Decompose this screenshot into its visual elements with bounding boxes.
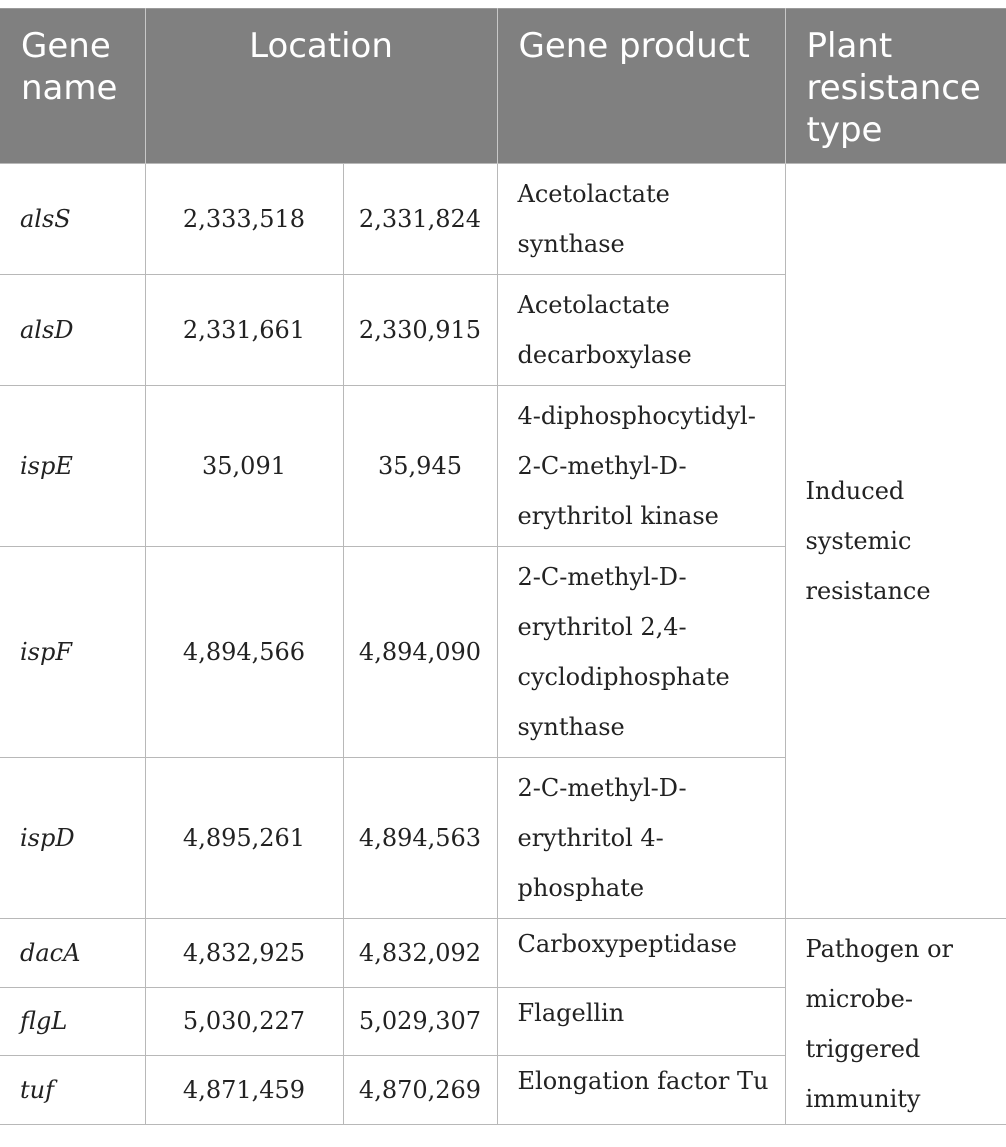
location-end-cell: 4,894,090 [343,547,497,758]
resistance-type-cell: Pathogen or microbe-triggered immunity [785,919,1006,1125]
gene-product-cell: 4-diphosphocytidyl-2-C-methyl-D-erythritol kinase [497,386,785,547]
header-resistance-type: Plant resistance type [785,9,1006,164]
location-end-cell: 4,832,092 [343,919,497,988]
gene-name-cell: ispD [0,758,145,919]
table-row [0,919,1006,988]
resistance-type-cell: Induced systemic resistance [785,164,1006,919]
location-start-cell: 4,871,459 [145,1056,343,1125]
gene-table [0,8,1006,1125]
gene-product-cell: Carboxypeptidase [497,919,785,988]
location-end-cell: 2,331,824 [343,164,497,275]
gene-name-cell: alsD [0,275,145,386]
location-start-cell: 2,333,518 [145,164,343,275]
location-start-cell: 5,030,227 [145,987,343,1056]
table-row [0,164,1006,275]
location-end-cell: 5,029,307 [343,987,497,1056]
gene-name-cell: flgL [0,987,145,1056]
gene-name-cell: ispE [0,386,145,547]
location-start-cell: 4,894,566 [145,547,343,758]
header-location: Location [145,9,497,164]
gene-product-cell: Acetolactate decarboxylase [497,275,785,386]
gene-name-cell: tuf [0,1056,145,1125]
gene-product-cell: Acetolactate synthase [497,164,785,275]
location-end-cell: 35,945 [343,386,497,547]
gene-product-cell: 2-C-methyl-D-erythritol 4-phosphate [497,758,785,919]
gene-name-cell: ispF [0,547,145,758]
location-end-cell: 4,894,563 [343,758,497,919]
header-gene-name: Gene name [0,9,145,164]
gene-name-cell: alsS [0,164,145,275]
location-start-cell: 4,832,925 [145,919,343,988]
header-gene-product: Gene product [497,9,785,164]
location-start-cell: 2,331,661 [145,275,343,386]
gene-product-cell: Elongation factor Tu [497,1056,785,1125]
location-end-cell: 4,870,269 [343,1056,497,1125]
location-start-cell: 35,091 [145,386,343,547]
location-start-cell: 4,895,261 [145,758,343,919]
header-row [0,9,1006,164]
gene-product-cell: 2-C-methyl-D-erythritol 2,4-cyclodiphosphate synthase [497,547,785,758]
location-end-cell: 2,330,915 [343,275,497,386]
gene-name-cell: dacA [0,919,145,988]
gene-product-cell: Flagellin [497,987,785,1056]
